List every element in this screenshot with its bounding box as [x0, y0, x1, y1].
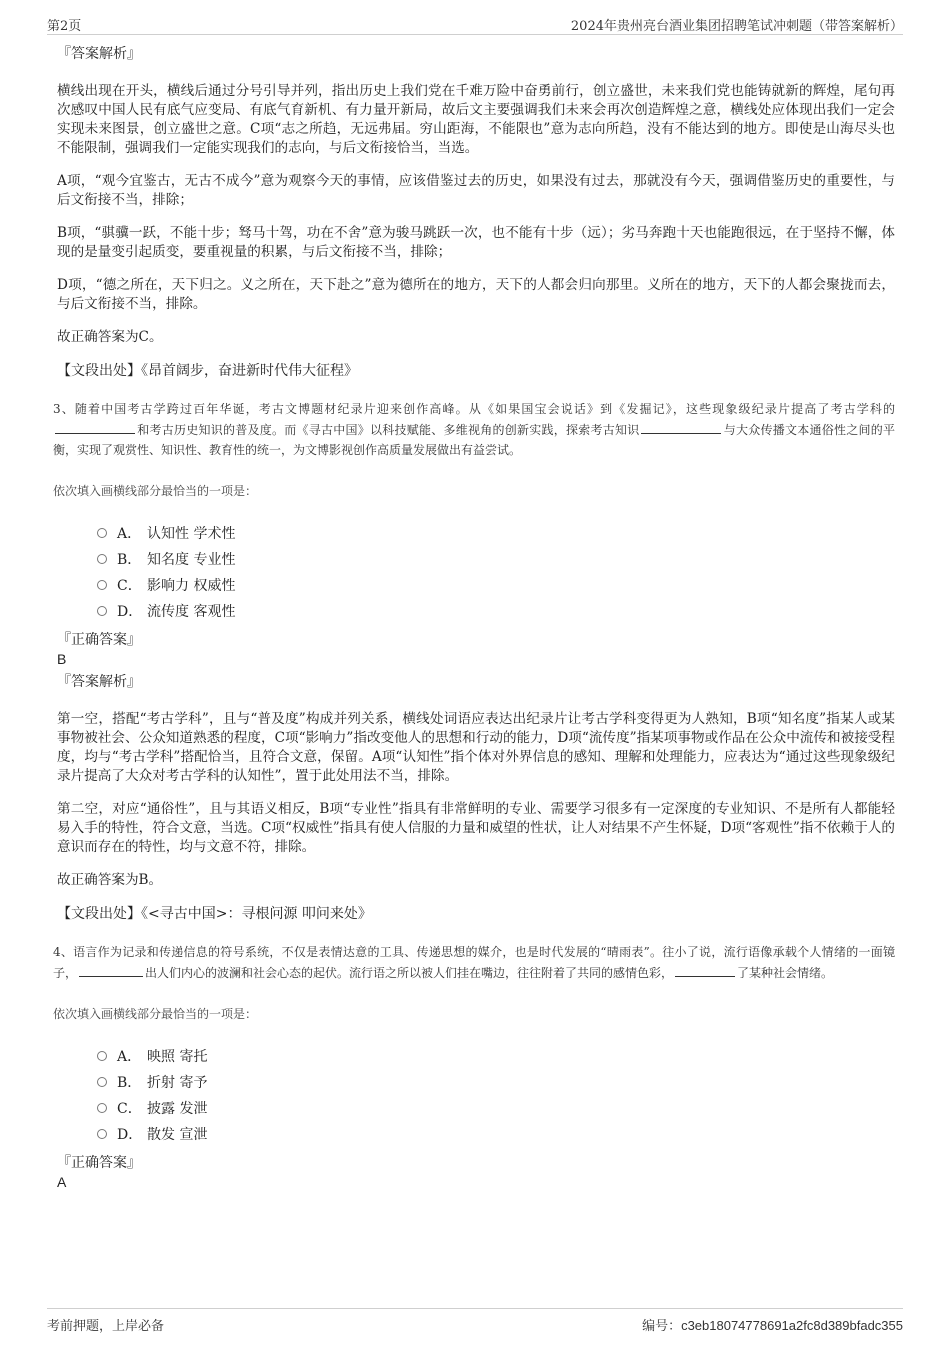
- option-letter: C．: [117, 578, 142, 594]
- option-text: 流传度 客观性: [147, 604, 236, 620]
- option-letter: D．: [117, 1127, 143, 1143]
- page-content: [53, 44, 895, 1191]
- q3-instruction: 依次填入画横线部分最恰当的一项是：: [53, 484, 258, 498]
- option-letter: B．: [117, 552, 142, 568]
- q2-analysis-label: 『答案解析』: [57, 46, 141, 62]
- page-header: [47, 12, 903, 35]
- radio-icon[interactable]: [97, 606, 107, 616]
- option-text: 折射 寄予: [147, 1075, 208, 1091]
- radio-icon[interactable]: [97, 1103, 107, 1113]
- q3-analysis-para-1: 第一空，搭配“考古学科”，且与“普及度”构成并列关系，横线处词语应表达出纪录片让考古学科变得更为人熟知，B项“知名度”指某人或某事物被社会、公众知道熟悉的程度，C项“影响力”指改变他人的思想和行动的能力，D项“流传度”指某项事物或作品在公众中流传和被接受程度，均与“考古学科”搭配恰当，且符合文意，保留。A项“认知性”指个体对外界信息的感知、理解和处理能力，应表达为“通过这些现象级纪录片提高了大众对考古学科的认知性”，置于此处用法不当，排除。: [57, 711, 895, 784]
- q2-analysis-para-4: D项，“德之所在，天下归之。义之所在，天下赴之”意为德所在的地方，天下的人都会归向那里。义所在的地方，天下的人都会聚拢而去，与后文衔接不当，排除。: [57, 277, 895, 312]
- q3-stem-part-2: 和考古历史知识的普及度。而《寻古中国》以科技赋能、多维视角的创新实践，探索考古知识: [137, 423, 640, 437]
- q4-option-b[interactable]: [97, 1069, 895, 1095]
- q3-option-b[interactable]: [97, 546, 895, 572]
- q4-instruction: 依次填入画横线部分最恰当的一项是：: [53, 1007, 258, 1021]
- q3-source: 【文段出处】《<寻古中国>：寻根问源 叩问来处》: [57, 906, 372, 922]
- q4-options: [97, 1043, 895, 1147]
- radio-icon[interactable]: [97, 554, 107, 564]
- q3-blank-1: [55, 419, 135, 434]
- q3-options: [97, 520, 895, 624]
- radio-icon[interactable]: [97, 1077, 107, 1087]
- option-text: 知名度 专业性: [147, 552, 236, 568]
- footer-slogan: 考前押题，上岸必备: [47, 1319, 165, 1334]
- document-title: 2024年贵州亮台酒业集团招聘笔试冲刺题（带答案解析）: [570, 19, 903, 34]
- q3-analysis-para-2: 第二空，对应“通俗性”，且与其语义相反，B项“专业性”指具有非常鲜明的专业、需要学习很多有一定深度的专业知识、不是所有人都能轻易入手的特性，符合文意，当选。C项“权威性”指具有使人信服的力量和威望的性状，让人对结果不产生怀疑，D项“客观性”指不依赖于人的意识而存在的特性，均与文意不符，排除。: [57, 801, 895, 855]
- q2-analysis-para-1: 横线出现在开头，横线后通过分号引导并列，指出历史上我们党在千难万险中奋勇前行，创立盛世，未来我们党也能铸就新的辉煌，尾句再次感叹中国人民有底气应变局、有底气育新机、有力量开新局，故后文主要强调我们未来会再次创造辉煌之意，横线处应体现出我们一定会实现未来图景，创立盛世之意。C项“志之所趋，无远弗届。穷山距海，不能限也”意为志向所趋，没有不能达到的地方。即使是山海尽头也不能限制，强调我们一定能实现我们的志向，与后文衔接恰当，当选。: [57, 83, 895, 156]
- document-id: 编号：c3eb18074778691a2fc8d389bfadc355: [642, 1318, 903, 1333]
- option-text: 散发 宣泄: [147, 1127, 208, 1143]
- q4-answer: A: [57, 1174, 67, 1190]
- option-letter: A．: [117, 1049, 142, 1065]
- option-text: 披露 发泄: [147, 1101, 208, 1117]
- radio-icon[interactable]: [97, 1051, 107, 1061]
- q4-option-d[interactable]: [97, 1121, 895, 1147]
- page-number: 第2页: [47, 19, 82, 34]
- q3-option-a[interactable]: [97, 520, 895, 546]
- q3-option-c[interactable]: [97, 572, 895, 598]
- radio-icon[interactable]: [97, 528, 107, 538]
- q4-stem-part-3: 了某种社会情绪。: [737, 966, 834, 980]
- q3-analysis-label: 『答案解析』: [57, 674, 141, 690]
- option-text: 映照 寄托: [147, 1049, 208, 1065]
- q2-source: 【文段出处】《昂首阔步，奋进新时代伟大征程》: [57, 363, 358, 379]
- option-letter: B．: [117, 1075, 142, 1091]
- q3-answer: B: [57, 651, 67, 667]
- q4-stem-part-2: 出人们内心的波澜和社会心态的起伏。流行语之所以被人们挂在嘴边，往往附着了共同的感情色彩，: [145, 966, 674, 980]
- q4-answer-label: 『正确答案』: [57, 1155, 141, 1171]
- option-letter: C．: [117, 1101, 142, 1117]
- q3-option-d[interactable]: [97, 598, 895, 624]
- option-letter: D．: [117, 604, 143, 620]
- q3-answer-label: 『正确答案』: [57, 632, 141, 648]
- q2-conclusion: 故正确答案为C。: [57, 329, 163, 345]
- radio-icon[interactable]: [97, 1129, 107, 1139]
- q4-stem: [53, 942, 895, 983]
- option-text: 认知性 学术性: [147, 526, 236, 542]
- q4-blank-1: [79, 962, 143, 977]
- q2-analysis-para-3: B项，“骐骥一跃，不能十步；驽马十驾，功在不舍”意为骏马跳跃一次，也不能有十步（远）；劣马奔跑十天也能跑很远，在于坚持不懈，体现的是量变引起质变，要重视量的积累，与后文衔接不当，排除；: [57, 225, 895, 260]
- q4-blank-2: [675, 962, 735, 977]
- q3-blank-2: [641, 419, 721, 434]
- page-footer: [47, 1308, 903, 1333]
- q4-option-a[interactable]: [97, 1043, 895, 1069]
- radio-icon[interactable]: [97, 580, 107, 590]
- q3-stem-part-1: 3、随着中国考古学跨过百年华诞，考古文博题材纪录片迎来创作高峰。从《如果国宝会说话》到《发掘记》，这些现象级纪录片提高了考古学科的: [53, 402, 895, 416]
- q4-option-c[interactable]: [97, 1095, 895, 1121]
- q3-stem: [53, 399, 895, 460]
- option-letter: A．: [117, 526, 142, 542]
- option-text: 影响力 权威性: [147, 578, 236, 594]
- q4-stem-part-1: 4、语言作为记录和传递信息的符号系统，不仅是表情达意的工具、传递思想的媒介，也是时代发展的“晴雨表”。往小了说，流行语像承载个人情绪的一面镜子，: [53, 945, 895, 980]
- q2-analysis-para-2: A项，“观今宜鉴古，无古不成今”意为观察今天的事情，应该借鉴过去的历史，如果没有过去，那就没有今天，强调借鉴历史的重要性，与后文衔接不当，排除；: [57, 173, 895, 208]
- q3-stem-part-3: 与大众传播文本通俗性之间的平衡，实现了观赏性、知识性、教育性的统一，为文博影视创作高质量发展做出有益尝试。: [53, 423, 895, 457]
- q3-conclusion: 故正确答案为B。: [57, 872, 163, 888]
